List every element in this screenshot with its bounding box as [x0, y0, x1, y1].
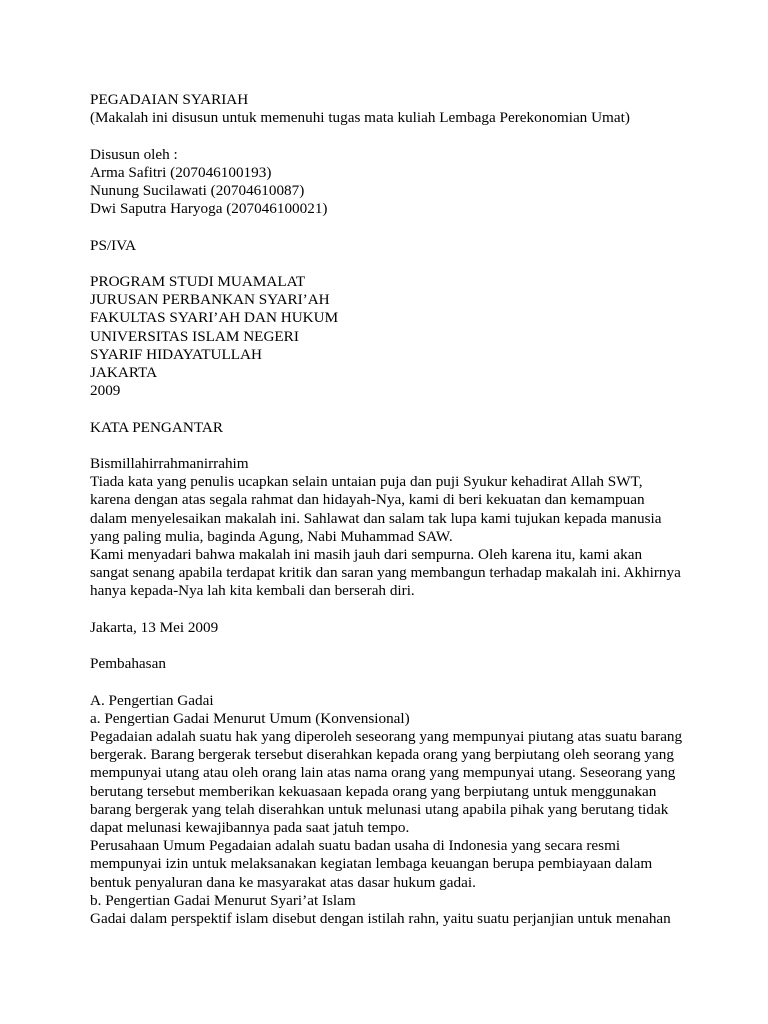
foreword-line: sangat senang apabila terdapat kritik dan saran yang membangun terhadap makalah ini. Akhirnya [90, 564, 681, 582]
foreword-line: karena dengan atas segala rahmat dan hidayah-Nya, kami di beri kekuatan dan kemampuan [90, 491, 645, 509]
institution-line: UNIVERSITAS ISLAM NEGERI [90, 327, 299, 345]
foreword-line: Kami menyadari bahwa makalah ini masih jauh dari sempurna. Oleh karena itu, kami akan [90, 546, 643, 563]
foreword-line: dalam menyelesaikan makalah ini. Sahlawat dan salam tak lupa kami tujukan kepada manusia [90, 509, 662, 527]
institution-line: FAKULTAS SYARI’AH DAN HUKUM [90, 309, 339, 327]
body-line: Gadai dalam perspektif islam disebut dengan istilah rahn, yaitu suatu perjanjian untuk menahan [90, 910, 671, 928]
document-page [90, 91, 690, 928]
body-line: mempunyai izin untuk melaksanakan kegiatan lembaga keuangan berupa pembiayaan dalam [90, 855, 653, 873]
spacer [90, 218, 690, 236]
body-line: berutang tersebut memberikan kekuasaan kepada orang yang berpiutang untuk menggunakan [90, 782, 657, 800]
body-line: Perusahaan Umum Pegadaian adalah suatu badan usaha di Indonesia yang secara resmi [90, 837, 621, 855]
foreword-line: Bismillahirrahmanirrahim [90, 454, 249, 472]
institution-line: JURUSAN PERBANKAN SYARI’AH [90, 291, 330, 309]
spacer [90, 673, 690, 691]
discussion-heading: Pembahasan [90, 655, 166, 673]
subsection-heading: b. Pengertian Gadai Menurut Syari’at Islam [90, 891, 356, 909]
foreword-line: Tiada kata yang penulis ucapkan selain untaian puja dan puji Syukur kehadirat Allah SWT, [90, 473, 643, 491]
institution-line: PROGRAM STUDI MUAMALAT [90, 272, 306, 290]
spacer [90, 601, 690, 619]
author-line: Dwi Saputra Haryoga (207046100021) [90, 200, 328, 218]
class-label: PS/IVA [90, 236, 137, 254]
document-subtitle: (Makalah ini disusun untuk memenuhi tugas mata kuliah Lembaga Perekonomian Umat) [90, 109, 630, 127]
spacer [90, 255, 690, 273]
spacer [90, 400, 690, 418]
foreword-line: yang paling mulia, baginda Agung, Nabi Muhammad SAW. [90, 527, 453, 545]
spacer [90, 637, 690, 655]
subsection-heading: a. Pengertian Gadai Menurut Umum (Konvensional) [90, 709, 410, 727]
body-line: bergerak. Barang bergerak tersebut diserahkan kepada orang yang berpiutang oleh seorang yang [90, 746, 674, 764]
institution-line: SYARIF HIDAYATULLAH [90, 345, 262, 363]
foreword-heading: KATA PENGANTAR [90, 418, 223, 436]
body-line: barang bergerak yang telah diserahkan untuk melunasi utang apabila pihak yang berutang tidak [90, 800, 669, 818]
author-line: Arma Safitri (207046100193) [90, 163, 272, 181]
document-title: PEGADAIAN SYARIAH [90, 91, 249, 108]
authors-heading: Disusun oleh : [90, 145, 178, 163]
body-line: bentuk penyaluran dana ke masyarakat atas dasar hukum gadai. [90, 873, 476, 891]
spacer [90, 127, 690, 145]
section-heading: A. Pengertian Gadai [90, 691, 214, 709]
body-line: mempunyai utang atau oleh orang lain atas nama orang yang mempunyai utang. Seseorang yang [90, 764, 676, 782]
institution-line: JAKARTA [90, 364, 158, 381]
institution-line: 2009 [90, 382, 121, 400]
body-line: Pegadaian adalah suatu hak yang diperoleh seseorang yang mempunyai piutang atas suatu barang [90, 727, 683, 745]
foreword-line: hanya kepada-Nya lah kita kembali dan berserah diri. [90, 582, 415, 600]
date-line: Jakarta, 13 Mei 2009 [90, 618, 219, 636]
spacer [90, 437, 690, 455]
author-line: Nunung Sucilawati (20704610087) [90, 182, 305, 199]
body-line: dapat melunasi kewajibannya pada saat jatuh tempo. [90, 819, 410, 836]
